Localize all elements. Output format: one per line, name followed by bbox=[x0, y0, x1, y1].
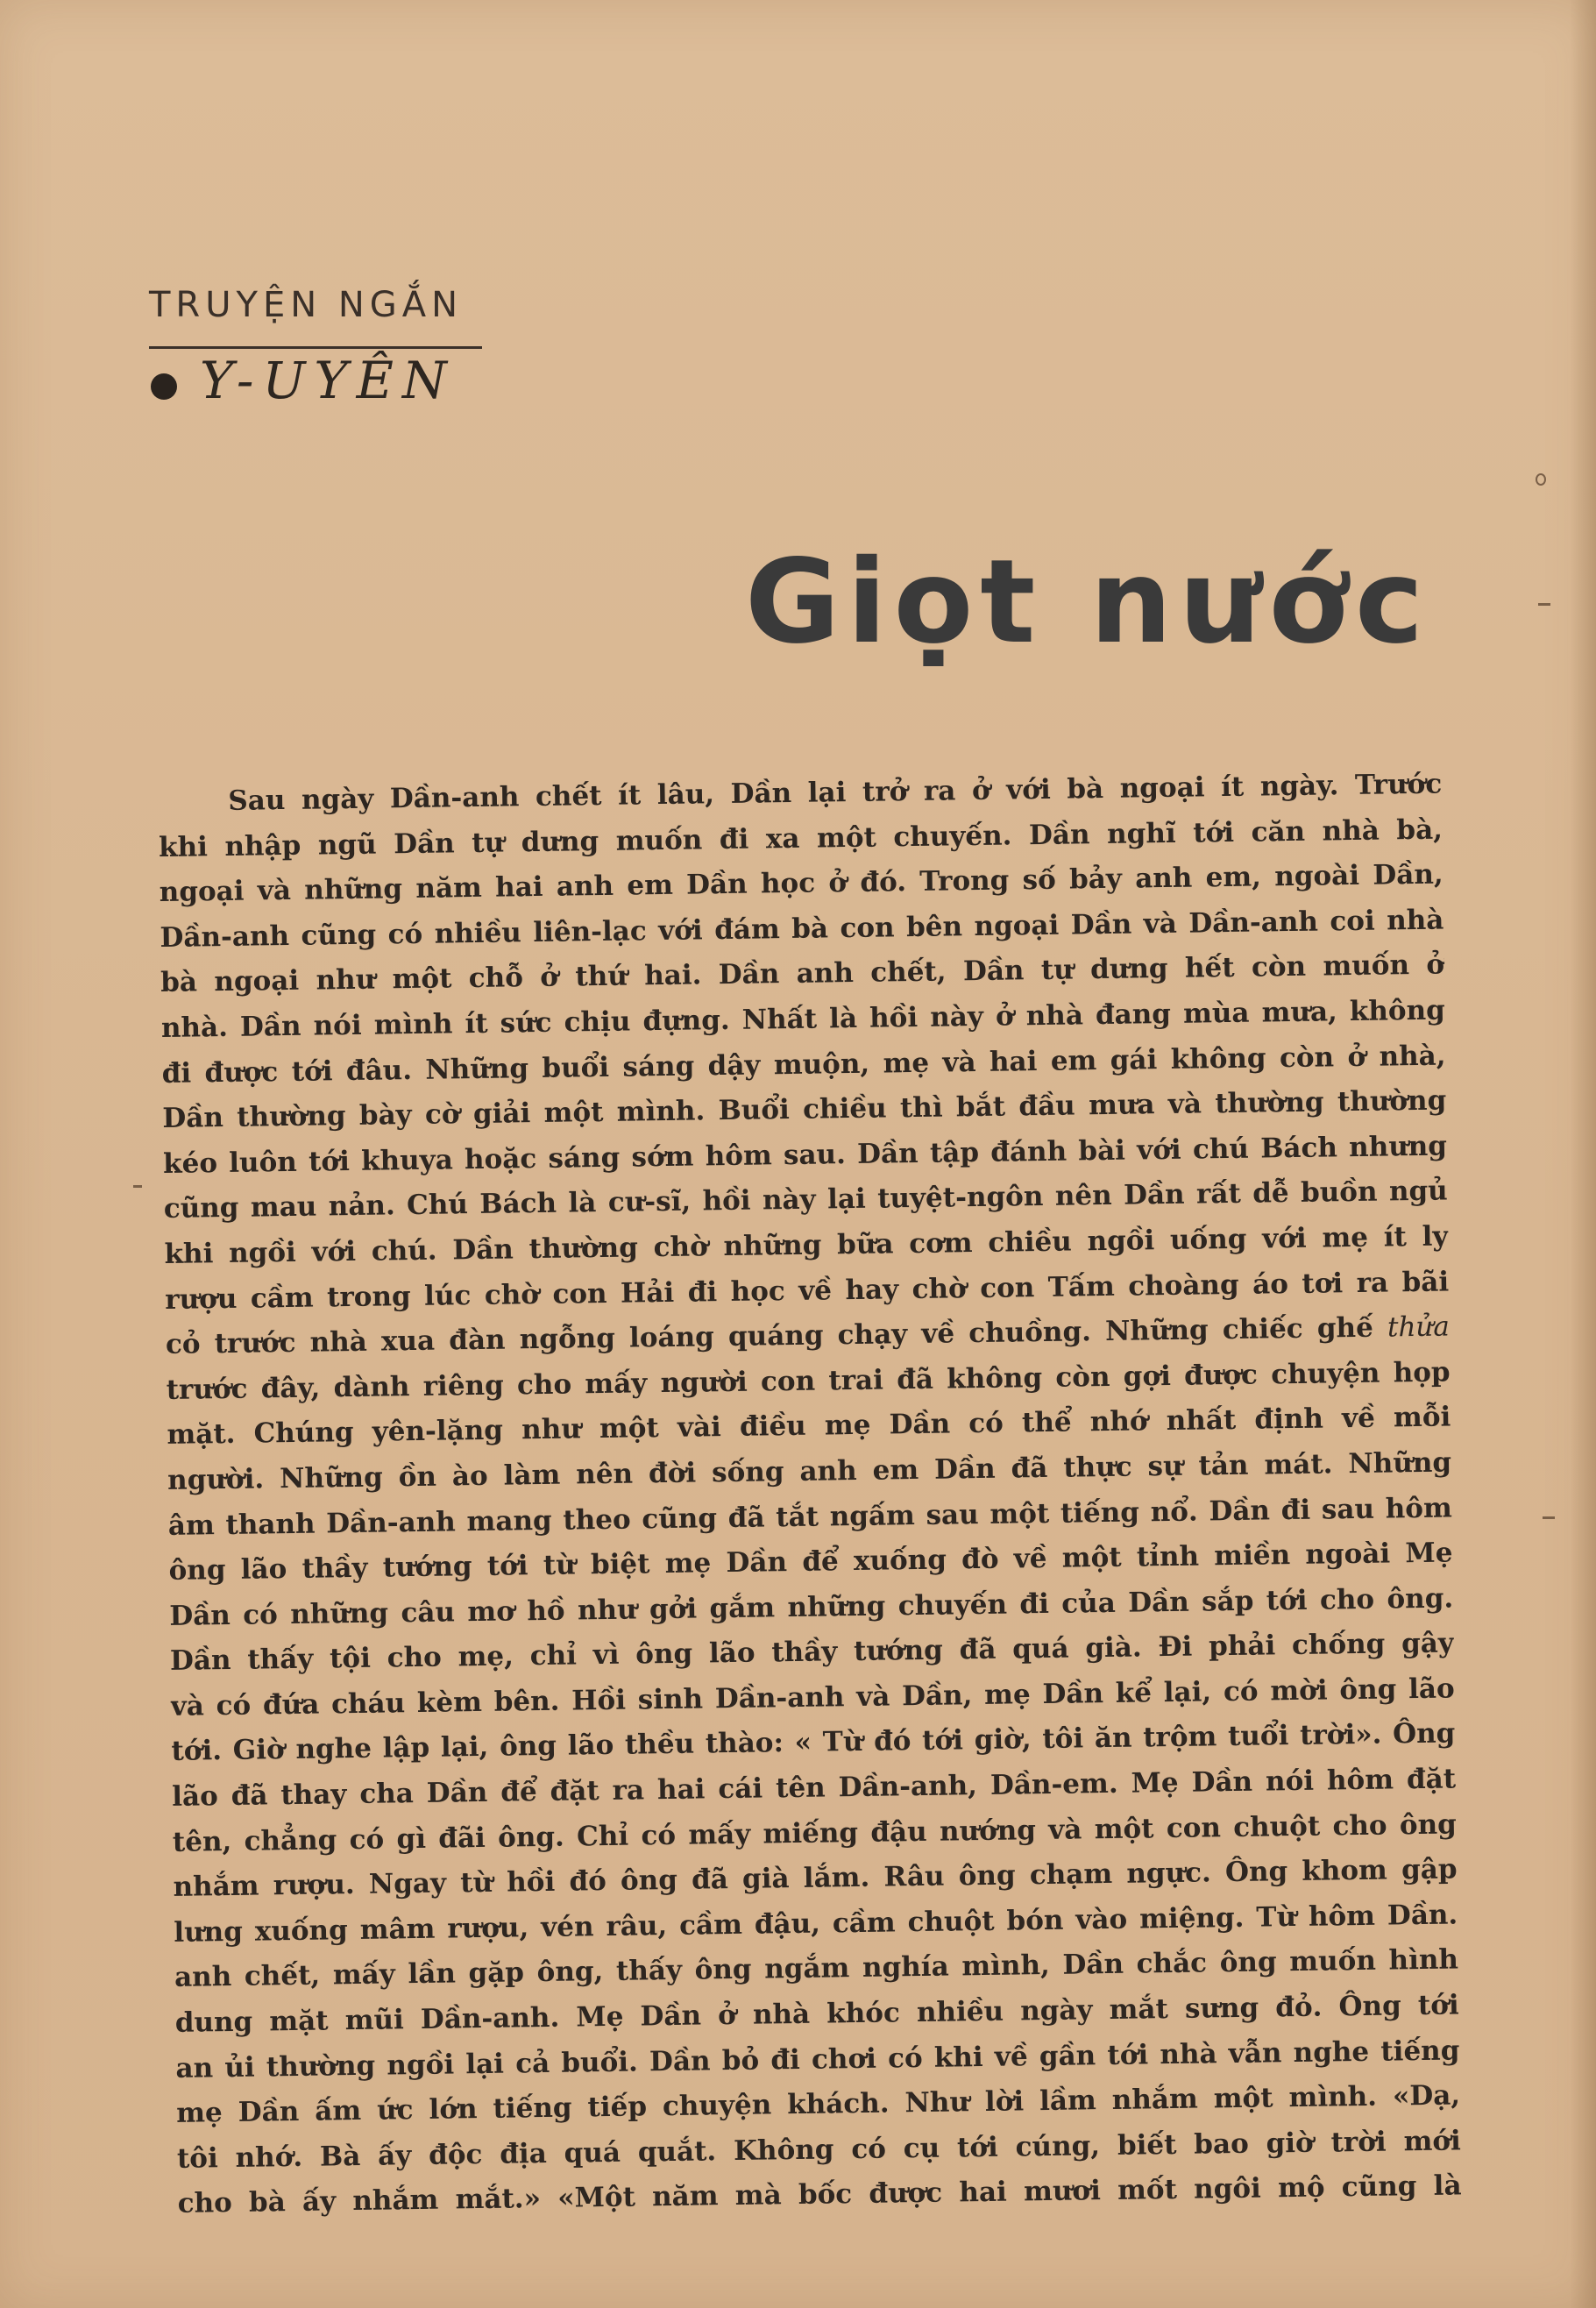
body-line: nhắm rượu. Ngay từ hồi đó ông đã già lắm. Râu ông chạm ngực. Ông khom gập bbox=[173, 1853, 1458, 1904]
body-line: khi nhập ngũ Dần tự dưng muốn đi xa một chuyến. Dần nghĩ tới căn nhà bà, bbox=[158, 813, 1443, 863]
body-line: người. Những ồn ào làm nên đời sống anh em Dần đã thực sự tản mát. Những bbox=[167, 1446, 1452, 1496]
body-line: cũng mau nản. Chú Bách là cư-sĩ, hồi này lại tuyệt-ngôn nên Dần rất dễ buồn ngủ bbox=[163, 1175, 1448, 1225]
body-line: lão đã thay cha Dần để đặt ra hai cái tên Dần-anh, Dần-em. Mẹ Dần nói hôm đặt bbox=[171, 1763, 1457, 1813]
body-line: anh chết, mấy lần gặp ông, thấy ông ngắm nghía mình, Dần chắc ông muốn hình bbox=[174, 1943, 1459, 1994]
body-line: tới. Giờ nghe lập lại, ông lão thều thào: « Từ đó tới giờ, tôi ăn trộm tuổi trời». Ông bbox=[171, 1717, 1456, 1768]
body-line: Dần-anh cũng có nhiều liên-lạc với đám bà con bên ngoại Dần và Dần-anh coi nhà bbox=[160, 904, 1444, 954]
author-name: Y-UYÊN bbox=[200, 351, 456, 410]
body-line: kéo luôn tới khuya hoặc sáng sớm hôm sau. Dần tập đánh bài với chú Bách nhưng bbox=[162, 1130, 1448, 1180]
body-line: lưng xuống mâm rượu, vén râu, cầm đậu, cầm chuột bón vào miệng. Từ hôm Dần. bbox=[174, 1899, 1458, 1949]
body-line: Dần thấy tội cho mẹ, chỉ vì ông lão thầy tướng đã quá già. Đi phải chống gậy bbox=[169, 1627, 1455, 1678]
bullet-icon bbox=[151, 373, 177, 400]
author-byline bbox=[151, 351, 456, 410]
paper-tick bbox=[133, 1185, 142, 1188]
section-divider bbox=[149, 346, 482, 349]
body-line: nhà. Dần nói mình ít sức chịu đựng. Nhất là hồi này ở nhà đang mùa mưa, không bbox=[160, 994, 1446, 1044]
body-line: ông lão thầy tướng tới từ biệt mẹ Dần để xuống đò về một tỉnh miền ngoài Mẹ bbox=[168, 1537, 1453, 1587]
body-line: mặt. Chúng yên-lặng như một vài điều mẹ Dần có thể nhớ nhất định về mỗi bbox=[167, 1401, 1451, 1452]
page-edge-shadow bbox=[1570, 0, 1596, 2308]
body-line-text: cỏ trước nhà xua đàn ngỗng loáng quáng chạy về chuồng. Những chiếc ghế bbox=[165, 1311, 1374, 1361]
body-line: Dần thường bày cờ giải một mình. Buổi chiều thì bắt đầu mưa và thường thường bbox=[162, 1084, 1447, 1135]
body-line: tên, chẳng có gì đãi ông. Chỉ có mấy miếng đậu nướng và một con chuột cho ông bbox=[172, 1808, 1458, 1858]
section-label: TRUYỆN NGẮN bbox=[149, 285, 464, 325]
body-line: khi ngồi với chú. Dần thường chờ những bữa cơm chiều ngồi uống với mẹ ít ly bbox=[164, 1220, 1449, 1270]
body-line: rượu cầm trong lúc chờ con Hải đi học về hay chờ con Tấm choàng áo tơi ra bãi bbox=[165, 1266, 1450, 1316]
paper-mark bbox=[1536, 473, 1546, 486]
body-line: cho bà ấy nhắm mắt.» «Một năm mà bốc được hai mươi mốt ngôi mộ cũng là bbox=[177, 2170, 1462, 2220]
paper-tick bbox=[1543, 1516, 1555, 1519]
body-line: bà ngoại như một chỗ ở thứ hai. Dần anh chết, Dần tự dưng hết còn muốn ở bbox=[160, 948, 1445, 999]
story-body bbox=[158, 763, 1462, 2227]
body-line: đi được tới đâu. Những buổi sáng dậy muộn, mẹ và hai em gái không còn ở nhà, bbox=[161, 1040, 1446, 1090]
body-line: Sau ngày Dần-anh chết ít lâu, Dần lại trở ra ở với bà ngoại ít ngày. Trước bbox=[228, 768, 1443, 817]
body-line: mẹ Dần ấm ức lớn tiếng tiếp chuyện khách. Như lời lầm nhắm một mình. «Dạ, bbox=[175, 2079, 1461, 2130]
body-line: tôi nhớ. Bà ấy độc địa quá quắt. Không có cụ tới cúng, biết bao giờ trời mới bbox=[176, 2125, 1462, 2175]
body-line: âm thanh Dần-anh mang theo cũng đã tắt ngấm sau một tiếng nổ. Dần đi sau hôm bbox=[167, 1491, 1452, 1542]
body-line: dung mặt mũi Dần-anh. Mẹ Dần ở nhà khóc nhiều ngày mắt sưng đỏ. Ông tới bbox=[174, 1989, 1459, 2039]
body-line: ngoại và những năm hai anh em Dần học ở đó. Trong số bảy anh em, ngoài Dần, bbox=[159, 858, 1443, 909]
story-title: Giọt nước bbox=[745, 535, 1431, 670]
body-line: trước đây, dành riêng cho mấy người con trai đã không còn gợi được chuyện họp bbox=[166, 1356, 1451, 1406]
body-line: an ủi thường ngồi lại cả buổi. Dần bỏ đi chơi có khi về gần tới nhà vẫn nghe tiếng bbox=[175, 2035, 1460, 2084]
italic-word: thửa bbox=[1387, 1310, 1451, 1344]
body-line: Dần có những câu mơ hồ như gởi gắm những chuyến đi của Dần sắp tới cho ông. bbox=[169, 1582, 1454, 1632]
paper-tick bbox=[1538, 603, 1550, 606]
body-line: và có đứa cháu kèm bên. Hồi sinh Dần-anh và Dần, mẹ Dần kể lại, có mời ông lão bbox=[170, 1672, 1455, 1722]
